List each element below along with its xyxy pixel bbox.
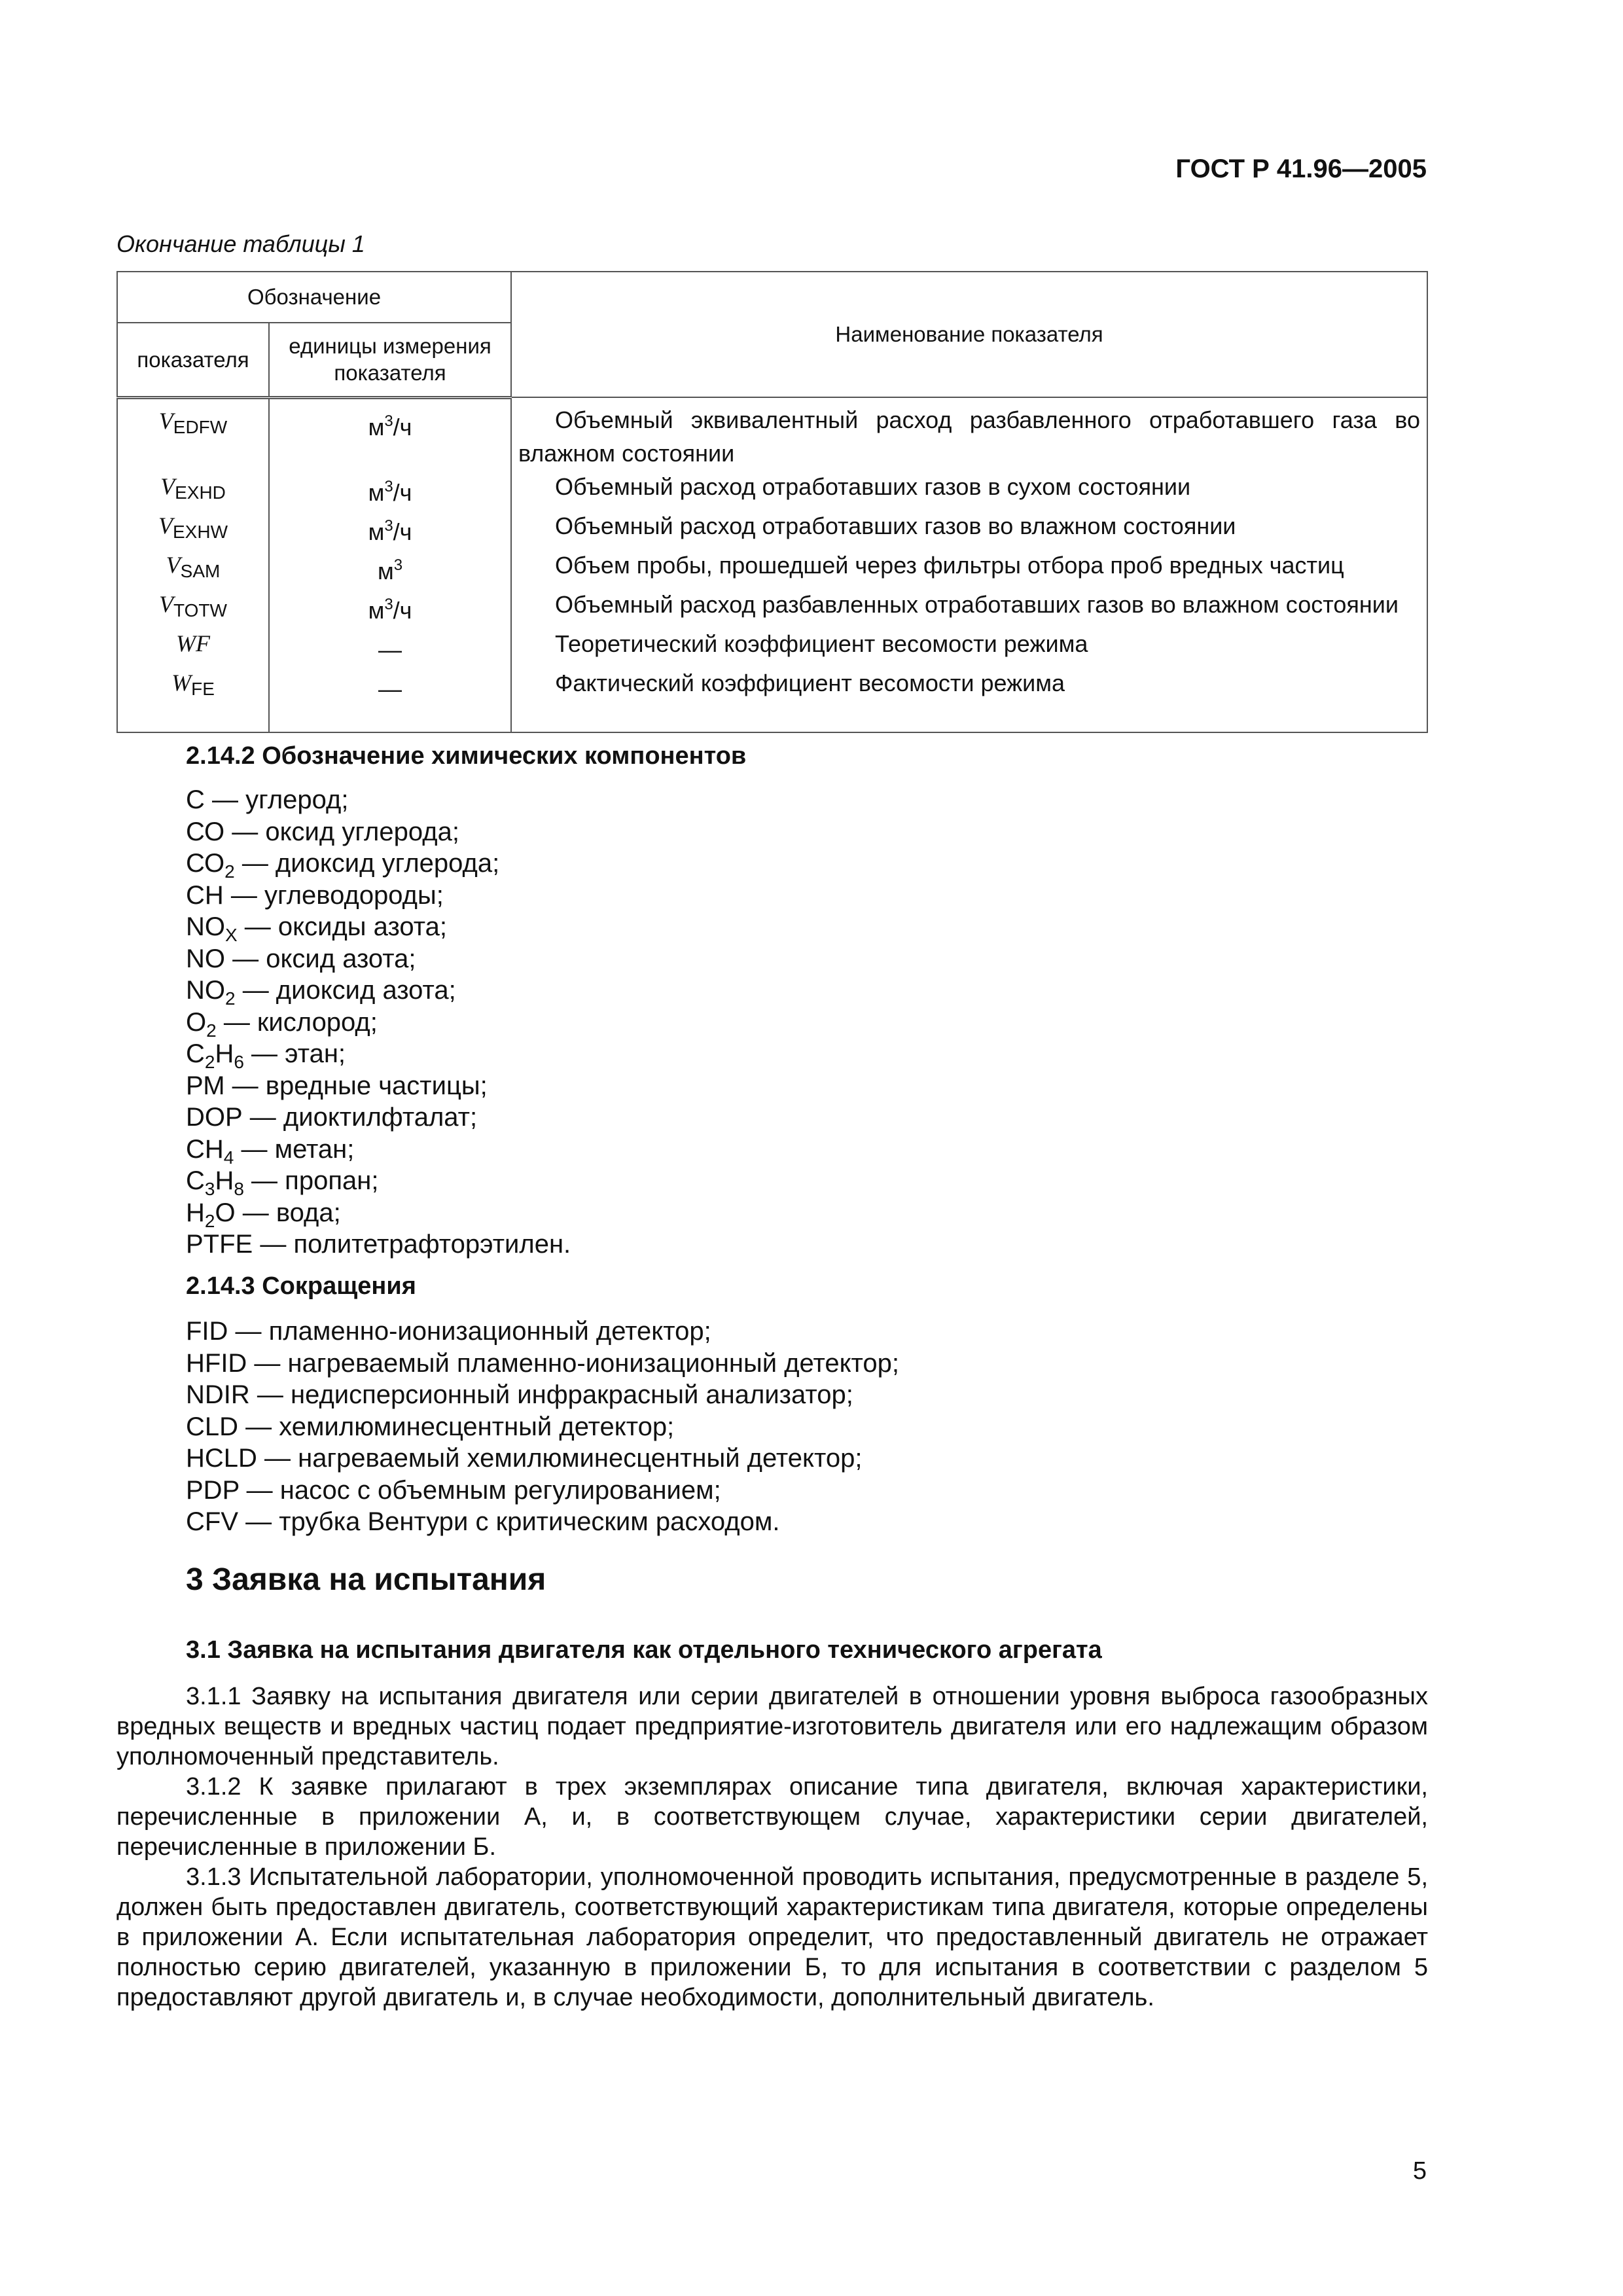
paragraph-3-1-3: 3.1.3 Испытательной лаборатории, уполномоченной проводить испытания, предусмотренные в разделе 5, должен быть предоставлен двигатель, соответствующий характеристикам типа двигателя, которые определены в приложении А. Если испытательная лаборатория определит, что предоставленный двигатель не отражает полностью серию двигателей, указанную в приложении Б, то для испытания в соответствии с разделом 5 предоставляют другой двигатель и, в случае необходимости, дополнительный двигатель.: [116, 1863, 1428, 2011]
list-item: HFID — нагреваемый пламенно-ионизационный детектор;: [186, 1348, 899, 1378]
symbol-cell: $V_{TOTW}$: [117, 588, 269, 627]
abbreviations-list: [186, 1316, 899, 1538]
description-cell: Теоретический коэффициент весомости режима: [511, 627, 1427, 666]
symbol-cell: $V_{EDFW}$: [117, 397, 269, 470]
section-2-14-3-title: 2.14.3 Сокращения: [186, 1272, 416, 1300]
section-3-title: 3 Заявка на испытания: [186, 1562, 546, 1597]
list-item: NO — оксид азота;: [186, 944, 416, 973]
paragraph-3-1-2: 3.1.2 К заявке прилагают в трех экземплярах описание типа двигателя, включая характеристики, перечисленные в приложении А, и, в соответствующем случае, характеристики серии двигателей, перечисленные в приложении Б.: [116, 1773, 1428, 1861]
symbol-cell: $V_{EXHW}$: [117, 509, 269, 548]
table-row: [117, 627, 1427, 666]
list-item: HCLD — нагреваемый хемилюминесцентный детектор;: [186, 1444, 863, 1473]
description-cell: Объемный расход отработавших газов в сухом состоянии: [511, 470, 1427, 509]
table-row: [117, 470, 1427, 509]
unit-cell: $м^3$: [269, 548, 511, 588]
page-number: 5: [1412, 2157, 1427, 2185]
description-cell: Объем пробы, прошедшей через фильтры отбора проб вредных частиц: [511, 548, 1427, 588]
list-item: $C_2H_6$ — этан;: [186, 1039, 346, 1072]
col-header-indicator: показателя: [117, 323, 269, 397]
chemical-components-list: [186, 784, 571, 1261]
section-3-1-title: 3.1 Заявка на испытания двигателя как отдельного технического агрегата: [186, 1636, 1102, 1664]
unit-cell: —: [269, 666, 511, 732]
list-item: $Н_2О$ — вода;: [186, 1198, 341, 1231]
list-item: CLD — хемилюминесцентный детектор;: [186, 1412, 675, 1441]
list-item: $СН_4$ — метан;: [186, 1134, 355, 1168]
table-row: [117, 666, 1427, 732]
list-item: $NO_2$ — диоксид азота;: [186, 976, 456, 1009]
list-item: $NO_X$ — оксиды азота;: [186, 912, 447, 945]
list-item: СО — оксид углерода;: [186, 817, 459, 846]
list-item: С — углерод;: [186, 785, 349, 814]
list-item: РМ — вредные частицы;: [186, 1071, 488, 1100]
table-row: [117, 397, 1427, 470]
table-caption: Окончание таблицы 1: [116, 230, 365, 257]
description-cell: Объемный расход отработавших газов во влажном состоянии: [511, 509, 1427, 548]
description-cell: Фактический коэффициент весомости режима: [511, 666, 1427, 732]
list-item: PDP — насос с объемным регулированием;: [186, 1475, 721, 1505]
table-row: [117, 548, 1427, 588]
symbol-cell: $V_{EXHD}$: [117, 470, 269, 509]
paragraph-3-1-1: 3.1.1 Заявку на испытания двигателя или серии двигателей в отношении уровня выброса газообразных вредных веществ и вредных частиц подает предприятие-изготовитель двигателя или его надлежащим образом уполномоченный представитель.: [116, 1683, 1428, 1770]
unit-cell: $м^3/ч$: [269, 470, 511, 509]
list-item: NDIR — недисперсионный инфракрасный анализатор;: [186, 1380, 853, 1409]
list-item: CFV — трубка Вентури с критическим расходом.: [186, 1507, 780, 1536]
list-item: FID — пламенно-ионизационный детектор;: [186, 1317, 711, 1346]
list-item: DOP — диоктилфталат;: [186, 1103, 478, 1132]
table-row: [117, 509, 1427, 548]
list-item: $СО_2$ — диоксид углерода;: [186, 849, 500, 882]
list-item: $С_3Н_8$ — пропан;: [186, 1166, 379, 1199]
unit-cell: —: [269, 627, 511, 666]
unit-cell: $м^3/ч$: [269, 509, 511, 548]
table-row: [117, 588, 1427, 627]
description-cell: Объемный расход разбавленных отработавших газов во влажном состоянии: [511, 588, 1427, 627]
list-item: PTFE — политетрафторэтилен.: [186, 1230, 571, 1259]
list-item: СН — углеводороды;: [186, 880, 444, 910]
symbol-cell: $V_{SAM}$: [117, 548, 269, 588]
designations-table: [116, 271, 1428, 733]
description-cell: Объемный эквивалентный расход разбавленного отработавшего газа во влажном состоянии: [511, 397, 1427, 470]
section-2-14-2-title: 2.14.2 Обозначение химических компонентов: [186, 742, 747, 770]
list-item: $O_2$ — кислород;: [186, 1007, 378, 1041]
unit-cell: $м^3/ч$: [269, 397, 511, 470]
col-header-designation: Обозначение: [117, 272, 511, 323]
symbol-cell: $W_{FE}$: [117, 666, 269, 732]
symbol-cell: WF: [117, 627, 269, 666]
col-header-name: Наименование показателя: [511, 272, 1427, 397]
col-header-unit: единицы измерения показателя: [269, 323, 511, 397]
document-number: ГОСТ Р 41.96—2005: [1175, 154, 1427, 183]
unit-cell: $м^3/ч$: [269, 588, 511, 627]
